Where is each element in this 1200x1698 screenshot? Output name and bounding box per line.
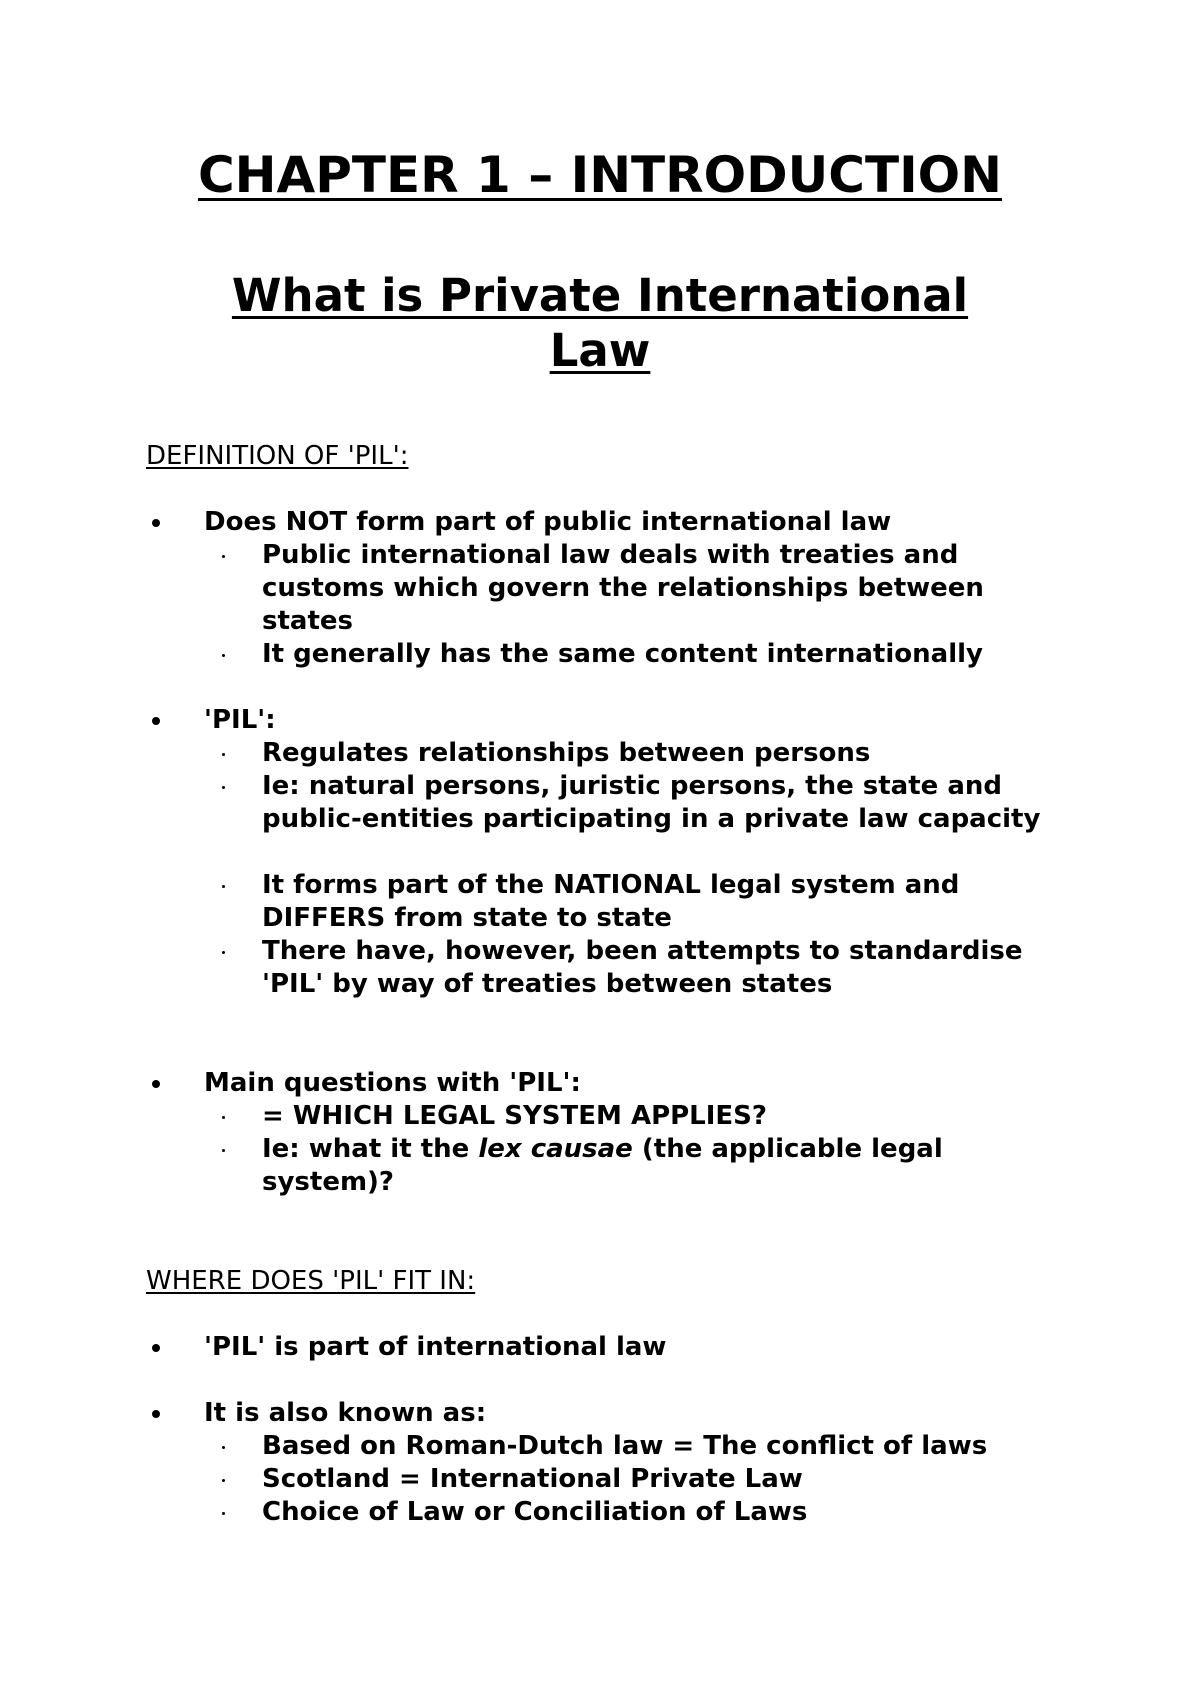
- list-item: [146, 1067, 1086, 1100]
- list-item-text: 'PIL':: [204, 705, 276, 735]
- list-item-text: It is also known as:: [204, 1398, 487, 1428]
- list-item: [146, 1331, 1086, 1364]
- sub-list-item-text: Based on Roman-Dutch law = The conflict of laws: [262, 1431, 988, 1461]
- sub-list-item: [220, 539, 1080, 638]
- fit-heading: WHERE DOES 'PIL' FIT IN:: [146, 1266, 476, 1296]
- list-item-text: Does NOT form part of public international law: [204, 507, 892, 537]
- sub-list-item-text: Choice of Law or Conciliation of Laws: [262, 1497, 808, 1527]
- sub-list-item-text: It forms part of the NATIONAL legal system and DIFFERS from state to state: [262, 870, 960, 933]
- section-heading: What is Private International Law: [231, 269, 969, 377]
- chapter-title: CHAPTER 1 – INTRODUCTION: [197, 146, 1003, 204]
- sub-list-item: [220, 1430, 1080, 1463]
- sub-list-item-text: It generally has the same content internationally: [262, 639, 983, 669]
- sub-list-item-text: Regulates relationships between persons: [262, 738, 871, 768]
- sub-list-item: [220, 770, 1080, 836]
- sub-list-item: [220, 1100, 1080, 1133]
- list-item-text: Main questions with 'PIL':: [204, 1068, 581, 1098]
- sub-list-item-text: Ie: what it the lex causae (the applicable legal system)?: [262, 1134, 943, 1197]
- sub-list-item-text: = WHICH LEGAL SYSTEM APPLIES?: [262, 1101, 767, 1131]
- sub-list-item: [220, 638, 1080, 671]
- lex-causae-term: lex causae: [478, 1134, 633, 1164]
- list-item-text: 'PIL' is part of international law: [204, 1332, 667, 1362]
- list-item: [146, 1397, 1086, 1430]
- sub-list-item: [220, 935, 1080, 1001]
- sub-list-item: [220, 1496, 1080, 1529]
- sub-list-item-text: Public international law deals with treaties and customs which govern the relationships between states: [262, 540, 984, 636]
- definition-heading: DEFINITION OF 'PIL':: [146, 441, 409, 471]
- sub-list-item: [220, 737, 1080, 770]
- sub-list-item: [220, 1133, 1080, 1199]
- sub-list-item-text: There have, however, been attempts to standardise 'PIL' by way of treaties between states: [262, 936, 1023, 999]
- sub-list-item-text: Scotland = International Private Law: [262, 1464, 803, 1494]
- sub-list-item-text: Ie: natural persons, juristic persons, the state and public-entities participating in a private law capacity: [262, 771, 1041, 834]
- sub-list-item: [220, 869, 1080, 935]
- list-item: [146, 506, 1086, 539]
- sub-list-item: [220, 1463, 1080, 1496]
- list-item: [146, 704, 1086, 737]
